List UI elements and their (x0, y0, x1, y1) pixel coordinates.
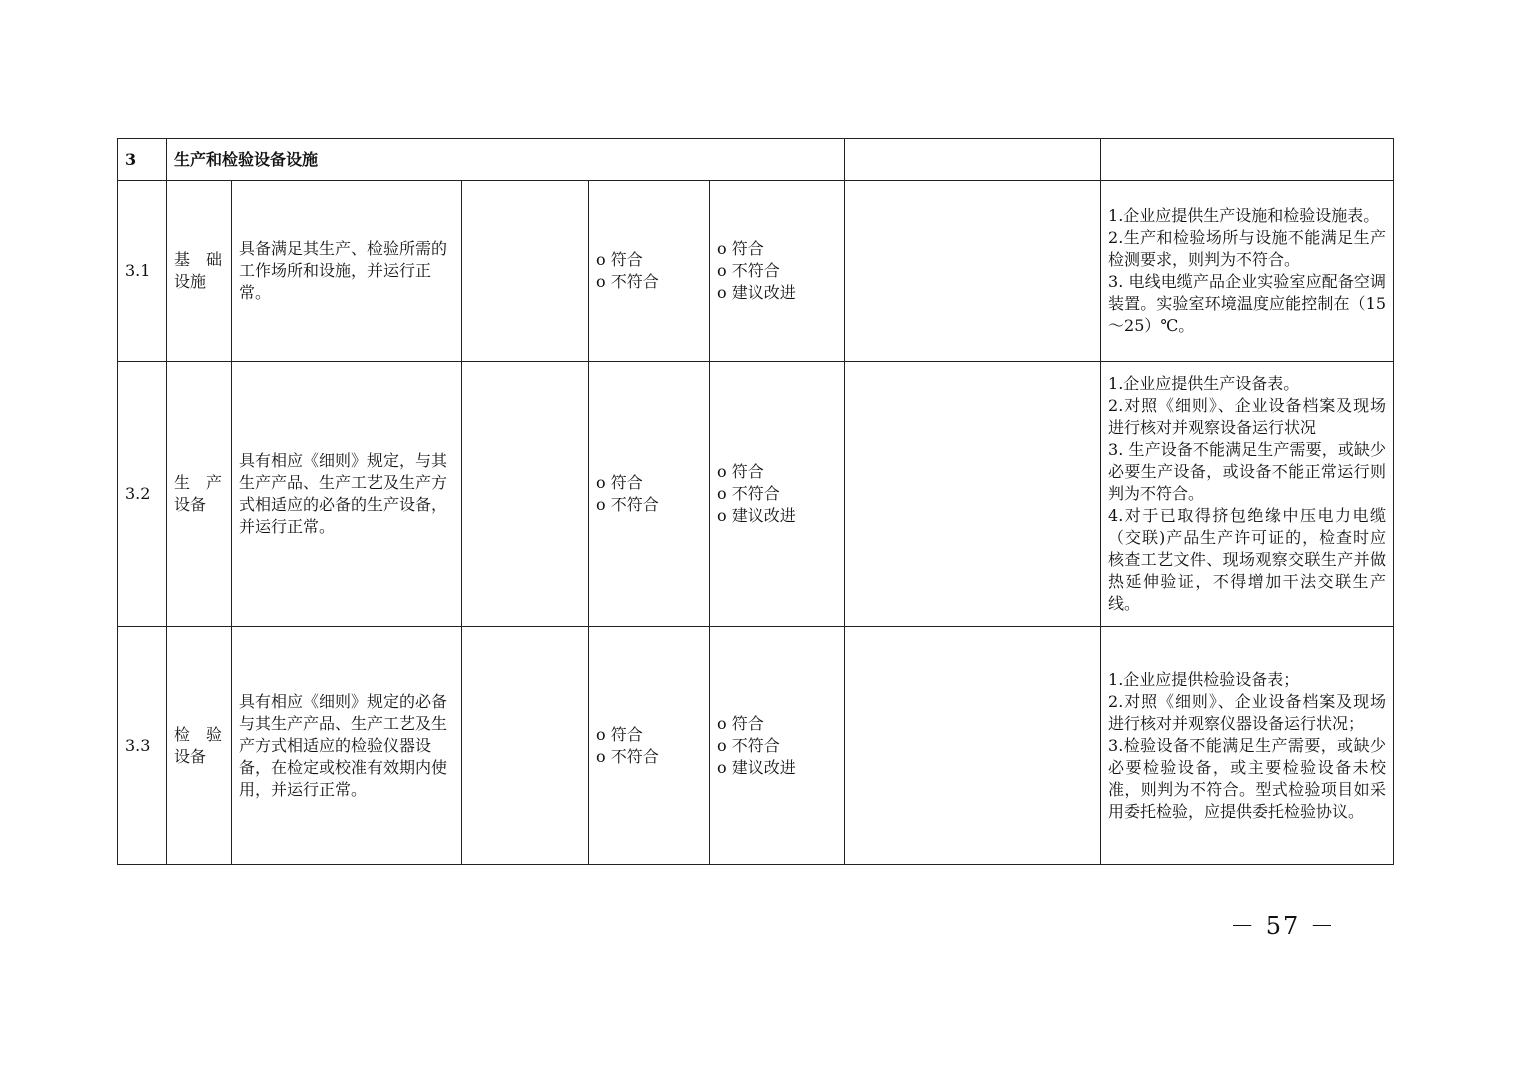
blank-cell (462, 627, 589, 865)
option-improve[interactable]: o 建议改进 (717, 506, 796, 525)
self-assessment-options (589, 181, 710, 362)
option-conform[interactable]: o 符合 (717, 713, 764, 733)
item-number: 3.1 (118, 181, 167, 362)
review-options (710, 627, 845, 865)
notes-cell (1101, 627, 1394, 865)
blank-cell (845, 139, 1101, 181)
note-line: 2.对照《细则》、企业设备档案及现场进行核对并观察仪器设备运行状况； (1108, 691, 1387, 733)
section-number: 3 (118, 139, 167, 181)
item-name (167, 627, 232, 865)
self-assessment-options (589, 362, 710, 627)
item-name-line: 设备 (174, 746, 207, 766)
option-improve[interactable]: o 建议改进 (717, 283, 796, 302)
review-options (710, 362, 845, 627)
option-nonconform[interactable]: o 不符合 (717, 735, 780, 755)
section-title: 生产和检验设备设施 (167, 139, 845, 181)
review-table (117, 138, 1394, 865)
note-line: 1.企业应提供生产设施和检验设施表。 (1108, 206, 1380, 225)
self-assessment-options (589, 627, 710, 865)
item-name-line: 设备 (174, 495, 207, 514)
requirement-text: 具有相应《细则》规定的必备与其生产产品、生产工艺及生产方式相适应的检验仪器设备，在检定或校准有效期内使用，并运行正常。 (232, 627, 462, 865)
item-name (167, 181, 232, 362)
table-row (118, 181, 1394, 362)
note-line: 2.生产和检验场所与设施不能满足生产检测要求，则判为不符合。 (1108, 228, 1387, 269)
option-improve[interactable]: o 建议改进 (717, 757, 796, 777)
blank-cell (462, 181, 589, 362)
note-line: 4.对于已取得挤包绝缘中压电力电缆（交联)产品生产许可证的，检查时应核查工艺文件、现场观察交联生产并做热延伸验证，不得增加干法交联生产线。 (1108, 506, 1387, 613)
item-number: 3.3 (118, 627, 167, 865)
option-conform[interactable]: o 符合 (596, 250, 643, 269)
blank-cell (462, 362, 589, 627)
option-nonconform[interactable]: o 不符合 (717, 261, 780, 280)
requirement-text: 具有相应《细则》规定，与其生产产品、生产工艺及生产方式相适应的必备的生产设备，并运行正常。 (232, 362, 462, 627)
item-name-line: 基 础 (174, 250, 223, 269)
option-conform[interactable]: o 符合 (717, 239, 764, 258)
notes-cell (1101, 181, 1394, 362)
blank-cell (845, 181, 1101, 362)
item-name-line: 检 验 (174, 724, 223, 744)
option-conform[interactable]: o 符合 (596, 724, 643, 744)
option-conform[interactable]: o 符合 (717, 462, 764, 481)
option-nonconform[interactable]: o 不符合 (596, 746, 659, 766)
option-nonconform[interactable]: o 不符合 (596, 272, 659, 291)
page-number: － 57 － (1230, 912, 1336, 940)
blank-cell (845, 362, 1101, 627)
note-line: 2.对照《细则》、企业设备档案及现场进行核对并观察设备运行状况 (1108, 396, 1387, 437)
blank-cell (845, 627, 1101, 865)
item-name-line: 生 产 (174, 473, 223, 492)
review-options (710, 181, 845, 362)
item-name-line: 设施 (174, 272, 207, 291)
option-nonconform[interactable]: o 不符合 (596, 495, 659, 514)
note-line: 3.检验设备不能满足生产需要，或缺少必要检验设备，或主要检验设备未校准，则判为不符合。型式检验项目如采用委托检验，应提供委托检验协议。 (1108, 735, 1387, 821)
section-header-row (118, 139, 1394, 181)
notes-cell (1101, 362, 1394, 627)
note-line: 3. 生产设备不能满足生产需要，或缺少必要生产设备，或设备不能正常运行则判为不符合。 (1108, 440, 1387, 503)
requirement-text: 具备满足其生产、检验所需的工作场所和设施，并运行正常。 (232, 181, 462, 362)
note-line: 3. 电线电缆产品企业实验室应配备空调装置。实验室环境温度应能控制在（15～25）℃。 (1108, 272, 1387, 335)
note-line: 1.企业应提供检验设备表； (1108, 669, 1300, 689)
note-line: 1.企业应提供生产设备表。 (1108, 374, 1300, 393)
option-nonconform[interactable]: o 不符合 (717, 484, 780, 503)
item-number: 3.2 (118, 362, 167, 627)
table-row (118, 362, 1394, 627)
option-conform[interactable]: o 符合 (596, 473, 643, 492)
item-name (167, 362, 232, 627)
blank-cell (1101, 139, 1394, 181)
table-row (118, 627, 1394, 865)
